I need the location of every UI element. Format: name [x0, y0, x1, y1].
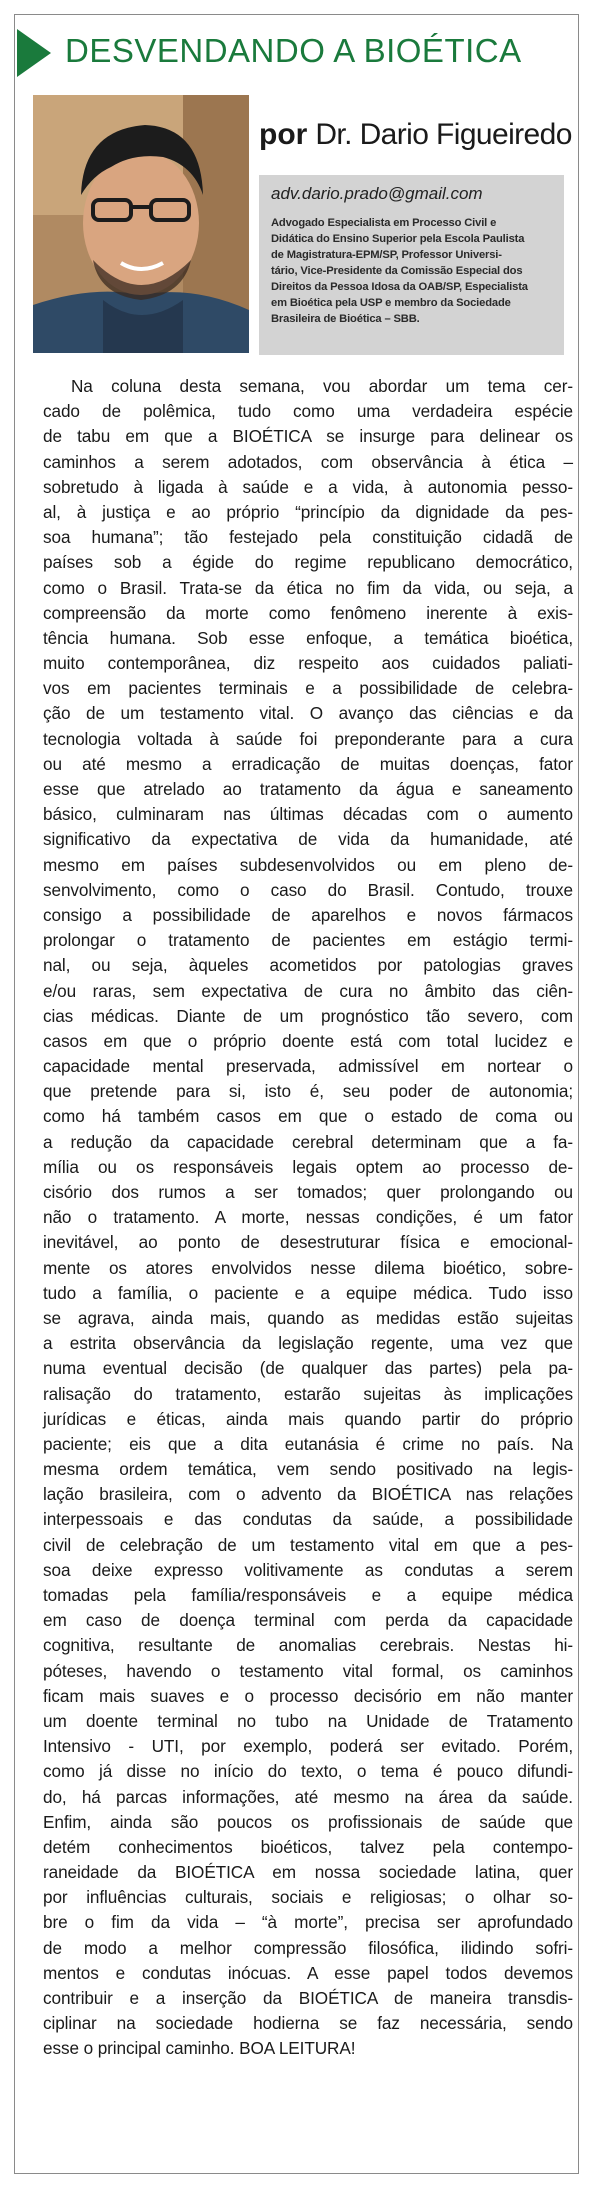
article-line: a redução da capacidade cerebral determinam que a fa- — [43, 1131, 573, 1152]
bio-line: em Bioética pela USP e membro da Sociedade — [271, 297, 511, 309]
article-line: soa deixe expresso volitivamente as condutas a serem — [43, 1559, 573, 1580]
article-line: não o tratamento. A morte, nessas condições, é um fator — [43, 1207, 573, 1228]
article-line: como o Brasil. Trata-se da ética no fim da vida, ou seja, a — [43, 577, 573, 598]
article-line: se agrava, ainda mais, quando as medidas estão sujeitas — [43, 1307, 573, 1328]
article-line: lação brasileira, com o advento da BIOÉTICA nas relações — [43, 1484, 573, 1505]
article-line: interpessoais e das condutas da saúde, a possibilidade — [43, 1509, 573, 1530]
article-line: capacidade mental preservada, admissível em nortear o — [43, 1056, 573, 1077]
article-line: de tabu em que a BIOÉTICA se insurge para delinear os — [43, 426, 573, 447]
article-line: em caso de doença terminal com perda da capacidade — [43, 1610, 573, 1631]
article-line: nal, ou seja, àqueles acometidos por patologias graves — [43, 955, 573, 976]
article-line: jurídicas e éticas, ainda mais quando partir do próprio — [43, 1408, 573, 1429]
article-line: ou até mesmo a erradicação de muitas doenças, fator — [43, 753, 573, 774]
play-arrow-icon — [17, 29, 51, 77]
article-line: do, há parcas informações, até mesmo na área da saúde. — [43, 1786, 573, 1807]
article-line: consigo a possibilidade de aparelhos e novos fármacos — [43, 904, 573, 925]
article-line: mesmo em países subdesenvolvidos ou em pleno de- — [43, 854, 573, 875]
bio-line: Direitos da Pessoa Idosa da OAB/SP, Especialista — [271, 281, 528, 293]
article-line: contribuir e a inserção da BIOÉTICA de maneira transdis- — [43, 1988, 573, 2008]
article-body — [43, 374, 573, 2062]
article-line: cisório dos rumos a ser tomados; quer prolongando ou — [43, 1182, 573, 1202]
article-line: detém conhecimentos bioéticos, talvez pela contempo- — [43, 1836, 573, 1857]
article-line: cognitiva, resultante de anomalias cerebrais. Nestas hi- — [43, 1635, 573, 1656]
article-line: tomadas pela família/responsáveis e a equipe médica — [43, 1585, 573, 1605]
author-bio — [271, 215, 556, 327]
bio-line: tário, Vice-Presidente da Comissão Especial dos — [271, 265, 523, 277]
article-line: casos em que o próprio doente está com total lucidez e — [43, 1030, 573, 1051]
article-line: como há também casos em que o estado de coma ou — [43, 1106, 573, 1127]
article-line: paciente; eis que a dita eutanásia é crime no país. Na — [43, 1433, 573, 1454]
article-line: Intensivo - UTI, por exemplo, poderá ser evitado. Porém, — [43, 1736, 573, 1757]
article-line: tudo a família, o paciente e a equipe médica. Tudo isso — [43, 1282, 573, 1303]
article-line: Enfim, ainda são poucos os profissionais de saúde que — [43, 1811, 573, 1832]
article-line: significativo da expectativa de vida da humanidade, até — [43, 829, 573, 850]
article-line: Na coluna desta semana, vou abordar um tema cer- — [71, 376, 573, 396]
article-line: um doente terminal no tubo na Unidade de Tratamento — [43, 1710, 573, 1731]
article-line: cias médicas. Diante de um prognóstico tão severo, com — [43, 1005, 573, 1026]
article-line: compreensão da morte como fenômeno inerente à exis- — [43, 602, 573, 623]
article-line: póteses, havendo o testamento vital formal, os caminhos — [43, 1660, 573, 1681]
article-line: mília ou os responsáveis legais optem ao processo de- — [43, 1156, 573, 1177]
article-line: mente os atores envolvidos nesse dilema bioético, sobre- — [43, 1257, 573, 1278]
article-line: caminhos a serem adotados, com observância à ética – — [43, 451, 573, 472]
article-line: e/ou raras, sem expectativa de cura no âmbito das ciên- — [43, 980, 573, 1001]
article-line: que pretende para si, isto é, seu poder de autonomia; — [43, 1081, 573, 1102]
article-line: inevitável, ao ponto de desestruturar física e emocional- — [43, 1232, 573, 1253]
article-line: soa humana”; tão festejado pela constituição cidadã de — [43, 527, 573, 548]
article-line: senvolvimento, como o caso do Brasil. Contudo, trouxe — [43, 879, 573, 900]
article-line: sobretudo à ligada à saúde e a vida, à autonomia pesso- — [43, 476, 573, 497]
article-line: por influências culturais, sociais e religiosas; o olhar so- — [43, 1887, 573, 1908]
bio-line: Brasileira de Bioética – SBB. — [271, 313, 420, 325]
bio-line: Advogado Especialista em Processo Civil e — [271, 217, 497, 229]
article-line: ção de um testamento vital. O avanço das ciências e da — [43, 703, 573, 724]
article-line: cado de polêmica, tudo como uma verdadeira espécie — [43, 401, 573, 422]
bio-line: Didática do Ensino Superior pela Escola Paulista — [271, 233, 525, 245]
article-line: prolongar o tratamento de pacientes em estágio termi- — [43, 930, 573, 951]
column-frame — [14, 14, 579, 2174]
article-line: de modo a melhor compressão filosófica, ilidindo sofri- — [43, 1937, 573, 1958]
author-bio-box — [259, 175, 564, 355]
byline-prefix: por — [259, 118, 308, 151]
author-name: Dr. Dario Figueiredo — [315, 118, 572, 151]
article-line: muito contemporânea, diz respeito aos cuidados paliati- — [43, 653, 573, 674]
article-line: al, à justiça e ao próprio “princípio da dignidade da pes- — [43, 501, 573, 522]
article-line: bre o fim da vida – “à morte”, precisa ser aprofundado — [43, 1912, 573, 1933]
article-line: ralisação do tratamento, estarão sujeitas às implicações — [43, 1383, 573, 1404]
author-photo — [33, 95, 249, 353]
article-line: vos em pacientes terminais e a possibilidade de celebra- — [43, 678, 573, 699]
article-line: ficam mais suaves e o processo decisório em não manter — [43, 1685, 573, 1706]
author-byline — [259, 117, 572, 153]
article-line: numa eventual decisão (de qualquer das partes) pela pa- — [43, 1358, 573, 1379]
article-line: mentos e condutas inócuas. A esse papel todos devemos — [43, 1962, 573, 1983]
author-email[interactable]: adv.dario.prado@gmail.com — [271, 184, 483, 203]
article-line: países sob a égide do regime republicano democrático, — [43, 552, 573, 573]
article-line: básico, culminaram nas últimas décadas com o aumento — [43, 804, 573, 825]
bio-line: de Magistratura-EPM/SP, Professor Universi- — [271, 249, 502, 261]
article-line: esse o principal caminho. BOA LEITURA! — [43, 2038, 356, 2059]
article-line: esse que atrelado ao tratamento da água e saneamento — [43, 779, 573, 799]
article-line: mesma ordem temática, vem sendo positivado na legis- — [43, 1459, 573, 1480]
article-line: civil de celebração de um testamento vital em que a pes- — [43, 1534, 573, 1555]
column-header — [15, 27, 578, 79]
article-line: raneidade da BIOÉTICA em nossa sociedade latina, quer — [43, 1862, 573, 1883]
article-line: tecnologia voltada à saúde foi preponderante para a cura — [43, 728, 573, 749]
article-line: como já disse no início do texto, o tema é pouco difundi- — [43, 1761, 573, 1782]
column-title: DESVENDANDO A BIOÉTICA — [65, 32, 522, 69]
article-line: tência humana. Sob esse enfoque, a temática bioética, — [43, 627, 573, 648]
article-line: ciplinar na sociedade hodierna se faz necessária, sendo — [43, 2013, 573, 2034]
article-line: a estrita observância da legislação regente, uma vez que — [43, 1333, 573, 1354]
